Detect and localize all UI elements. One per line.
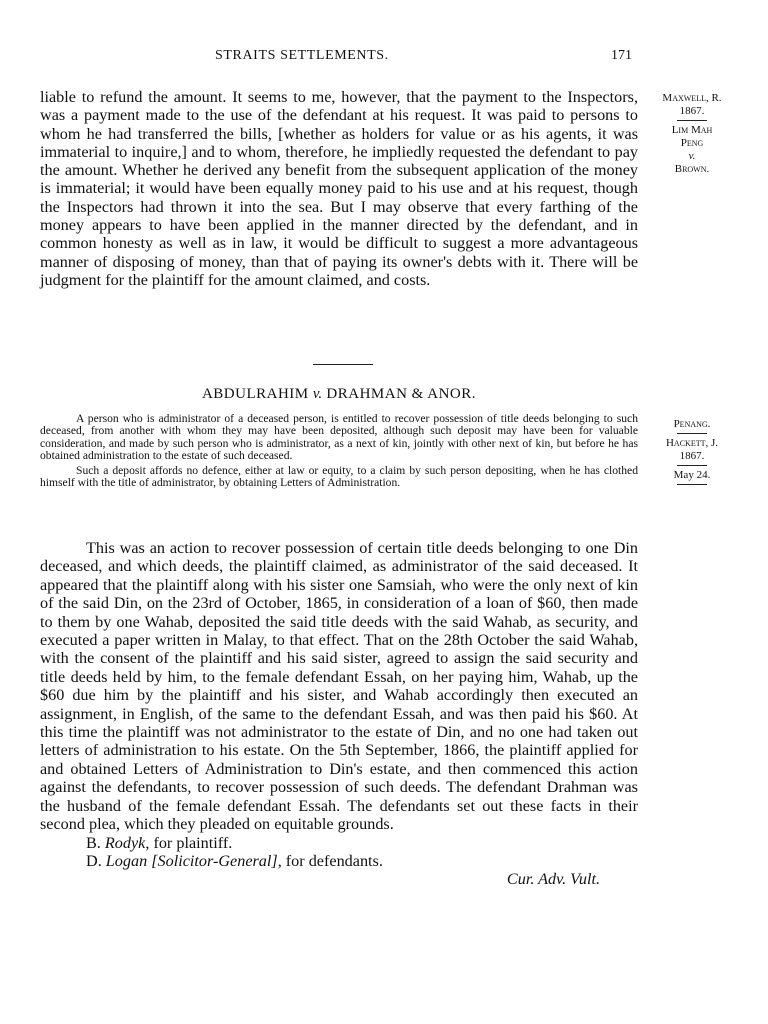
margin-rule <box>677 484 707 485</box>
headnote <box>40 413 638 489</box>
margin-rule <box>677 433 707 434</box>
counsel-initial: D. <box>86 851 102 870</box>
case-heading <box>0 386 678 403</box>
margin-year: 1867. <box>679 450 705 462</box>
margin-party: Brown. <box>674 163 710 175</box>
counsel-plaintiff <box>40 834 638 852</box>
case-margin-note <box>640 418 744 488</box>
running-title: STRAITS SETTLEMENTS. <box>215 48 389 63</box>
page-number: 171 <box>611 48 632 63</box>
margin-date: May 24. <box>673 469 711 481</box>
counsel-title: [Solicitor-General] <box>151 851 278 870</box>
headnote-paragraph: Such a deposit affords no defence, either at law or equity, to a claim by such person depositing, when he has clothed himself with the title of administrator, by obtaining Letters of Administration. <box>40 463 638 490</box>
margin-rule <box>677 120 707 121</box>
headnote-paragraph: A person who is administrator of a deceased person, is entitled to recover possession of title deeds belonging to such deceased, from another with whom they may have been deposited, although such deposit may have been for valuable consideration, and made by such person who is administrator, as a next of kin, jointly with other next of kin, but before he has obtained administration to the estate of such deceased. <box>40 412 638 463</box>
curia-advisari-vult: Cur. Adv. Vult. <box>506 870 600 889</box>
prior-case-margin-note <box>640 92 744 176</box>
prior-case-paragraph: liable to refund the amount. It seems to me, however, that the payment to the Inspectors, was a payment made to the use of the defendant at his request. It was paid to persons to whom he had transferred the bills, [whether as holders for value or as his agents, it was immaterial to inquire,] and to whom, therefore, he impliedly requested the defendant to pay the amount. Whether he derived any benefit from the subsequent application of the money is immaterial; it would have been equally money paid to his use and at his request, though the Inspectors had thrown it into the sea. But I may observe that every farthing of the money appears to have been applied in the manner directed by the defendant, and in common honesty as well as in law, it would be difficult to suggest a more advantageous manner of disposing of money, than that of paying its owner's debts with it. There will be judgment for the plaintiff for the amount claimed, and costs. <box>40 88 638 289</box>
counsel-role: , for defendants. <box>277 851 383 870</box>
case-defendants: DRAHMAN & ANOR. <box>326 386 477 402</box>
section-divider <box>313 364 373 365</box>
running-head <box>0 48 768 70</box>
case-plaintiff: ABDULRAHIM <box>201 386 309 402</box>
case-body <box>40 539 638 889</box>
counsel-defendants <box>40 852 638 870</box>
margin-party: Lim Mah <box>671 124 713 136</box>
counsel-initial: B. <box>86 833 101 852</box>
margin-year: 1867. <box>679 105 705 117</box>
margin-judge: Hackett, J. <box>665 437 719 449</box>
case-facts-paragraph: This was an action to recover possession of certain title deeds belonging to one Din deceased, and which deeds, the plaintiff claimed, as administrator of the said deceased. It appeared that the plaintiff along with his sister one Samsiah, who were the only next of kin of the said Din, on the 23rd of October, 1865, in consideration of a loan of $60, then made to them by one Wahab, deposited the said title deeds with the said Wahab, as security, and executed a paper written in Malay, to that effect. That on the 28th October the said Wahab, with the consent of the plaintiff and his said sister, agreed to assign the said security and title deeds held by him, to the female defendant Essah, on her paying him, Wahab, up the $60 due him by the plaintiff and his sister, and Wahab accordingly then executed an assignment, in English, of the same to the defendant Essah, and was then paid his $60. At this time the plaintiff was not administrator to the estate of Din, and no one had taken out letters of administration to his estate. On the 5th September, 1866, the plaintiff applied for and obtained Letters of Administration to Din's estate, and then commenced this action against the defendants, to recover possession of such deeds. The defendant Drahman was the husband of the female defendant Essah. The defendants set out these facts in their second plea, which they pleaded on equitable grounds. <box>40 539 638 834</box>
margin-party: Peng <box>680 137 704 149</box>
counsel-name: Logan <box>105 851 148 870</box>
counsel-role: , for plaintiff. <box>145 833 233 852</box>
margin-place: Penang. <box>673 418 711 430</box>
margin-rule <box>677 465 707 466</box>
counsel-name: Rodyk <box>104 833 146 852</box>
case-versus: v. <box>312 386 323 402</box>
margin-judge: Maxwell, R. <box>662 92 722 104</box>
margin-versus: v. <box>688 150 696 162</box>
